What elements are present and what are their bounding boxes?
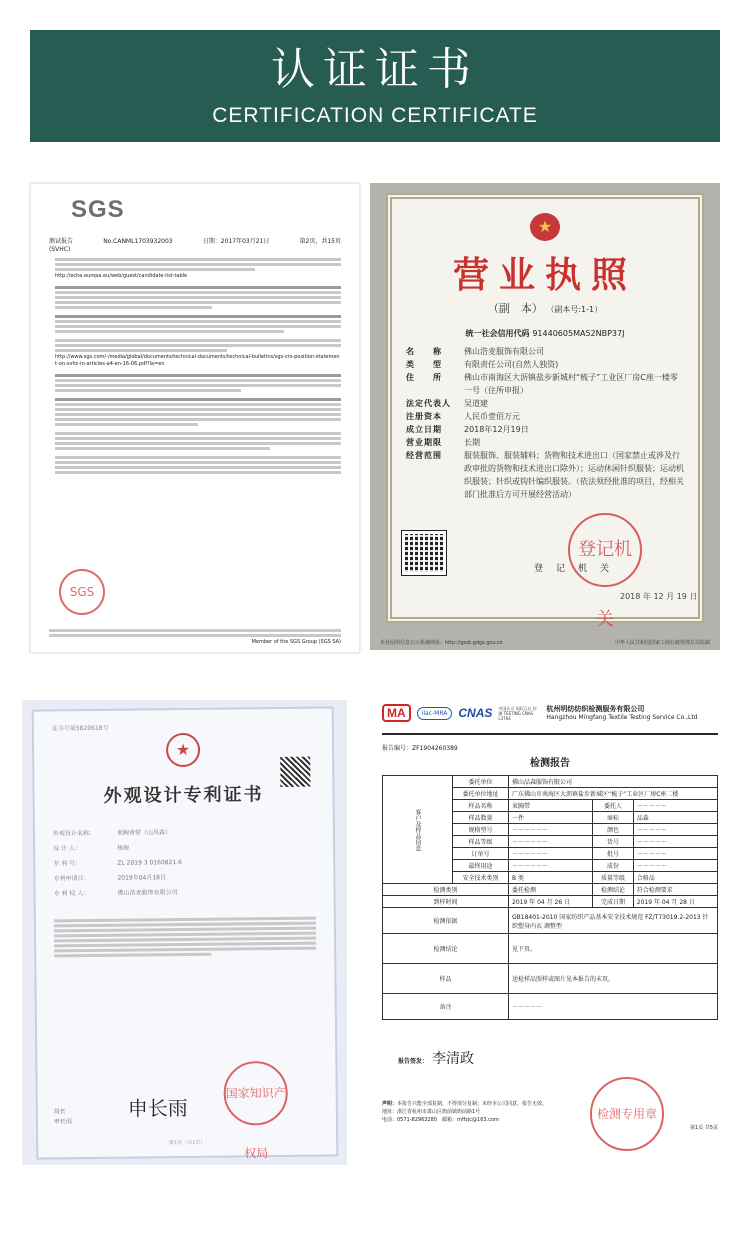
license-stamp: 登记机关 [568, 513, 642, 587]
report-signer: 报告签发： 李清政 [398, 1051, 475, 1067]
table-row: 规格型号 －－－－－－ 颜色 －－－－－ [383, 824, 718, 836]
report-title: 检测报告 [530, 758, 570, 769]
license-field-row: 住 所 佛山市南海区大沥镇盐步新城村“梳子”工业区厂房C座一楼零一号（住所申报） [406, 373, 678, 395]
page-title: 认证证书 [271, 44, 479, 95]
sgs-url-1: http://echa.europa.eu/web/guest/candidate-list-table [55, 273, 188, 279]
sgs-footer [49, 627, 341, 646]
patent-stamp: 国家知识产权局 [223, 1061, 288, 1126]
patent-paper [32, 706, 339, 1159]
patent-field-row: 专 利 权 人： 佛山浩麦服饰有限公司 [53, 889, 178, 898]
patent-signature: 申长雨 [127, 1095, 188, 1121]
sgs-report-subtitle: (SVHC) [49, 246, 71, 253]
report-table: 客户及样品信息 委托单位 佛山品森服饰有限公司 委托单位地址 广东佛山市南海区大沥镇盐步新城区“梳子”工业区厂房C座二楼 样品名称 束胸带 委托人 －－－－－ 样品数量 一件 商标 品森 规格型号 －－－－－－ 颜色 －－－－－ 样品等级 －－－－－－ 货号 －－－－－ 订单号 －－－－－－ 批号 －－－－－ 最终用途 －－－－－－ 成份 －－－－－ 安全技术类别 B 类 质量等级 合格品 检测类别 委托检测 检测结论 符合检测要求 到样时间 2019 年 04 月 26 日 完成日期 2019 年 04 月 28 日 检测依据 GB18401-2010 国家纺织产品基本安全技术规范 FZ/T73019.2-2013 针织塑身内衣 调整型 检测结论 见下页。 样品 送检样品照样或图片见本报告的末页。 备注 －－－－－ [382, 775, 718, 1020]
license-field-row: 成立日期 2018年12月19日 [406, 425, 529, 434]
report-declaration: 声明：本报告只能全部复制，不得部分复制；未经本公司同意，报告无效。 地址：浙江省杭州市萧山区衙前镇衙前路1号 电话：0571-82963280 邮箱：mffzjc@163.com 第1页 共5页 [382, 1101, 718, 1131]
license-bottom: 企业信用信息公示系统网址：http://gsxt.gdgs.gov.cn 中华人民共和国国家工商行政管理总局监制 [380, 640, 710, 646]
table-row: 订单号 －－－－－－ 批号 －－－－－ [383, 848, 718, 860]
sgs-pages: 第2页，共15页 [299, 238, 341, 245]
license-registrar: 登 记 机 关 [534, 564, 612, 574]
license-field-row: 营业期限 长期 [406, 438, 480, 447]
license-title: 营业执照 [452, 254, 637, 296]
patent-side-label: 局长 申长雨 [53, 1108, 73, 1126]
table-row: 样品数量 一件 商标 品森 [383, 812, 718, 824]
table-row: 样品名称 束胸带 委托人 －－－－－ [383, 800, 718, 812]
patent-certificate-image[interactable] [22, 700, 347, 1165]
license-field-row: 经营范围 服装服饰、服装辅料；货物和技术进出口（国家禁止或涉及行政审批的货物和技术进出口除外）；运动休闲针织服装；运动机织服装；针织或钩针编织服装。（依法须经批准的项目，经相关部门批准后方可开展经营活动） [406, 451, 684, 499]
page-subtitle: CERTIFICATION CERTIFICATE [212, 104, 538, 127]
header-banner [30, 30, 720, 142]
sgs-url-2: http://www.sgs.com/-/media/global/documents/technical-documents/technical-bulletins/sgs-crs-position-statement-on-svhc-in-articles-a4-en-16-06.pdf?la=en [55, 354, 340, 367]
patent-field-row: 设 计 人： 杨海 [53, 844, 130, 853]
sgs-date: 日期：2017年03月21日 [202, 238, 270, 245]
table-row: 委托单位地址 广东佛山市南海区大沥镇盐步新城区“梳子”工业区厂房C座二楼 [383, 788, 718, 800]
patent-emblem-icon: ★ [166, 733, 200, 767]
report-stamp: 检测专用章 [590, 1077, 664, 1151]
license-qr-code [402, 531, 446, 575]
business-license-image[interactable] [370, 183, 720, 650]
license-field-row: 类 型 有限责任公司(自然人独资) [406, 360, 559, 369]
patent-field-row: 专 利 号： ZL 2019 3 0160821.6 [53, 859, 183, 868]
report-number: 报告编号：ZF1904260389 [382, 745, 458, 752]
patent-field-row: 专利申请日： 2019年04月18日 [53, 874, 167, 883]
sgs-body [49, 258, 341, 474]
report-company: 杭州明纺纺织检测服务有限公司 Hangzhou Mingfang Textile Testing Service Co.,Ltd [546, 704, 698, 721]
sgs-footer-text: Member of the SGS Group (SGS SA) [251, 639, 341, 645]
table-row: 最终用途 －－－－－－ 成份 －－－－－ [383, 860, 718, 872]
patent-field-row: 外观设计名称： 束胸背带（山风森） [52, 829, 172, 838]
report-logos [382, 695, 718, 735]
license-credit-code: 统一社会信用代码 91440605MA52NBP37J [465, 329, 625, 338]
license-field-row: 注册资本 人民币壹佰万元 [406, 412, 520, 421]
table-row: 样品等级 －－－－－－ 货号 －－－－－ [383, 836, 718, 848]
patent-cert-no: 证书号第5820618号 [51, 724, 109, 733]
sgs-report-image[interactable] [30, 183, 360, 653]
sgs-logo: SGS [71, 196, 125, 223]
license-issue-date: 2018 年 12 月 19 日 [620, 592, 698, 601]
sgs-report-no: No.CANML1703932003 [103, 238, 173, 245]
license-field-row: 法定代表人 吴道建 [406, 399, 488, 408]
patent-fields [53, 824, 316, 902]
license-fields [406, 345, 684, 501]
table-row: 客户及样品信息 委托单位 佛山品森服饰有限公司 [383, 776, 718, 788]
license-copy-label: （副 本） （副本号:1-1） [487, 302, 603, 315]
sgs-seal-stamp: SGS [59, 569, 105, 615]
ilac-logo-icon: ilac-MRA [417, 707, 453, 720]
patent-qr-code [280, 757, 310, 787]
ma-logo-icon: MA [382, 704, 411, 722]
national-emblem-icon: ★ [530, 213, 560, 241]
table-row: 安全技术类别 B 类 质量等级 合格品 [383, 872, 718, 884]
license-field-row: 名 称 佛山浩麦服饰有限公司 [406, 347, 544, 356]
sgs-report-title: 测试报告 [49, 238, 74, 245]
test-report-image[interactable] [380, 695, 720, 1170]
cnas-subtext: 中国认可 国际互认 检测 TESTING CNAS L3764 [498, 705, 537, 721]
sgs-header [49, 238, 341, 246]
cnas-logo-icon: CNAS [458, 706, 493, 720]
patent-title: 外观设计专利证书 [103, 784, 264, 807]
patent-footer: 第1页（共1页） [168, 1139, 206, 1147]
